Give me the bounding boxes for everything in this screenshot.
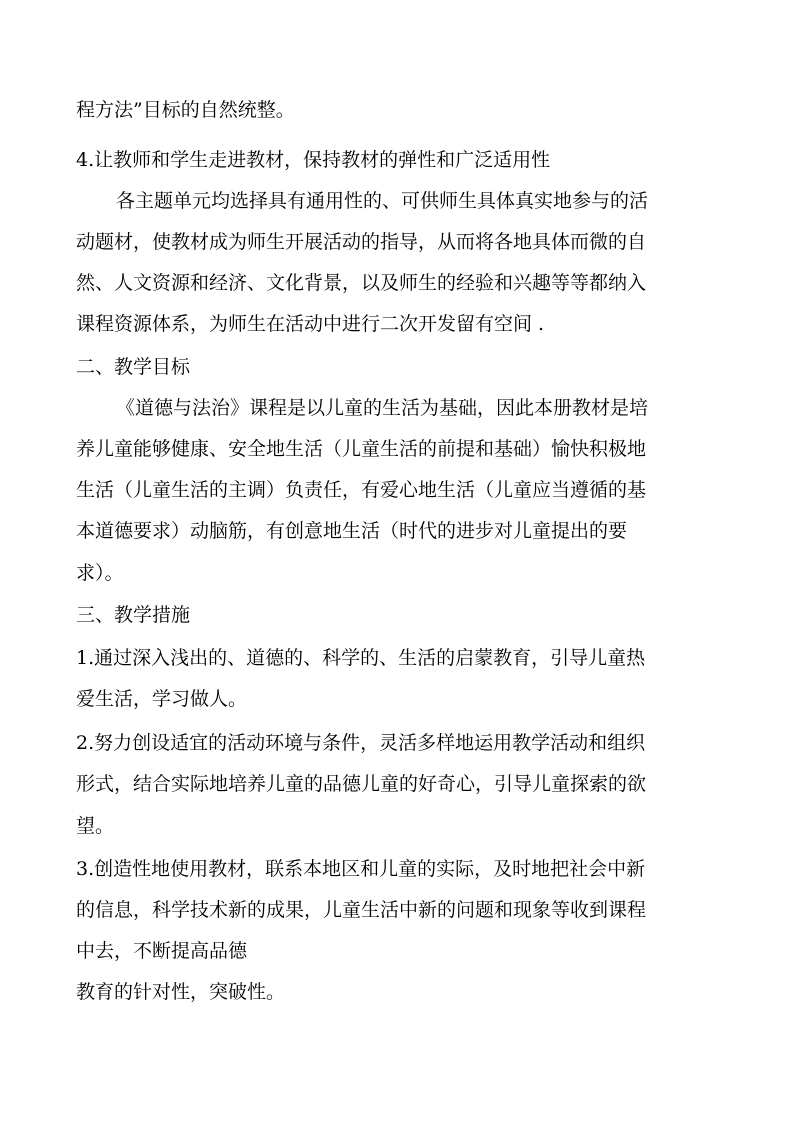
list-item-line: 教育的针对性，突破性。	[76, 981, 286, 1003]
list-item-line: 爱生活，学习做人。	[76, 688, 248, 710]
paragraph-line: 求）。	[76, 562, 124, 584]
list-item-line: 的信息，科学技术新的成果，儿童生活中新的问题和现象等收到课程	[76, 899, 647, 921]
list-item-line: 3.创造性地使用教材，联系本地区和儿童的实际，及时地把社会中新	[76, 858, 646, 880]
list-item-heading: 4.让教师和学生走进教材，保持教材的弹性和广泛适用性	[76, 149, 551, 171]
section-heading: 二、教学目标	[76, 356, 191, 378]
list-item-line: 2.努力创设适宜的活动环境与条件，灵活多样地运用教学活动和组织	[76, 732, 646, 754]
paragraph-line: 生活（儿童生活的主调）负责任，有爱心地生活（儿童应当遵循的基	[76, 479, 647, 501]
list-item-line: 1.通过深入浅出的、道德的、科学的、生活的启蒙教育，引导儿童热	[76, 647, 646, 669]
list-item-line: 中去，不断提高品德	[76, 940, 248, 962]
paragraph-line: 养儿童能够健康、安全地生活（儿童生活的前提和基础）愉快积极地	[76, 438, 647, 460]
text-line: 程方法”目标的自然统整。	[76, 99, 295, 121]
paragraph-line: 然、人文资源和经济、文化背景，以及师生的经验和兴趣等等都纳入	[76, 272, 647, 294]
list-item-line: 望。	[76, 815, 115, 837]
paragraph-line: 各主题单元均选择具有通用性的、可供师生具体真实地参与的活	[116, 190, 649, 212]
section-heading: 三、教学措施	[76, 604, 191, 626]
list-item-line: 形式，结合实际地培养儿童的品德儿童的好奇心，引导儿童探索的欲	[76, 773, 647, 795]
paragraph-line: 本道德要求）动脑筋，有创意地生活（时代的进步对儿童提出的要	[76, 520, 628, 542]
paragraph-line: 《道德与法治》课程是以儿童的生活为基础，因此本册教材是培	[116, 397, 649, 419]
paragraph-line: 动题材，使教材成为师生开展活动的指导，从而将各地具体而微的自	[76, 231, 647, 253]
paragraph-line: 课程资源体系，为师生在活动中进行二次开发留有空间 .	[76, 313, 545, 335]
